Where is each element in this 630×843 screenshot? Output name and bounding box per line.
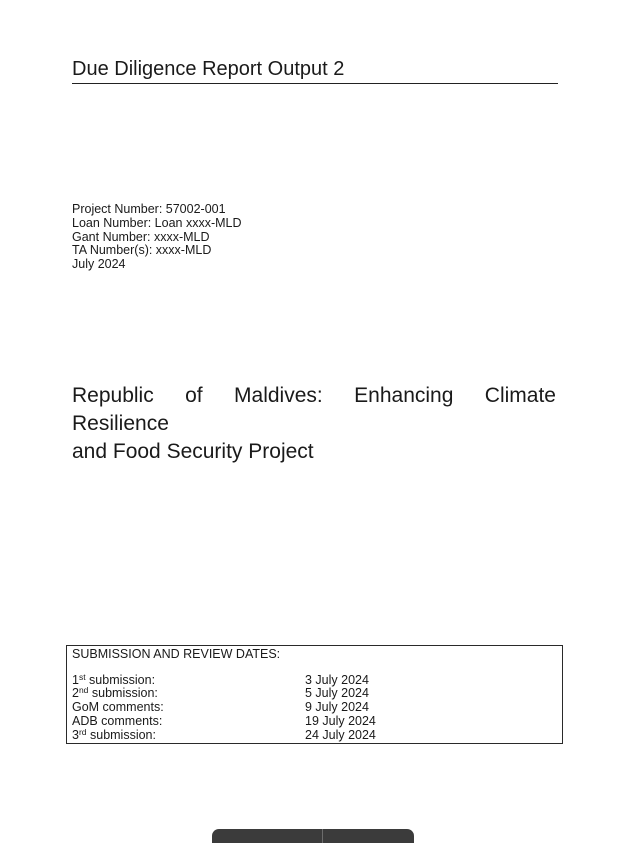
project-title-heading: [72, 382, 556, 466]
row-label: GoM comments:: [72, 700, 164, 715]
row-date: 5 July 2024: [305, 686, 369, 701]
ta-number-line: TA Number(s): xxxx-MLD: [72, 243, 212, 258]
loan-number-line: Loan Number: Loan xxxx-MLD: [72, 215, 242, 230]
project-meta-block: [72, 203, 242, 272]
report-title: Due Diligence Report Output 2: [72, 57, 558, 84]
review-box-header: SUBMISSION AND REVIEW DATES:: [72, 647, 281, 661]
row-date: 3 July 2024: [305, 672, 369, 687]
review-row-second-submission: [67, 687, 562, 701]
pdf-floating-toolbar[interactable]: [212, 829, 414, 843]
grant-number-line: Gant Number: xxxx-MLD: [72, 229, 210, 244]
row-label: 3rd submission:: [72, 726, 156, 742]
row-date: 19 July 2024: [305, 713, 376, 728]
row-label: ADB comments:: [72, 713, 163, 728]
ordinal-suffix: nd: [78, 685, 89, 696]
ordinal-suffix: rd: [78, 726, 87, 737]
row-date: 9 July 2024: [305, 700, 369, 715]
project-number-line: Project Number: 57002-001: [72, 202, 226, 216]
row-label: 2nd submission:: [72, 685, 158, 701]
review-rows: [67, 671, 562, 742]
ordinal-suffix: st: [78, 671, 86, 682]
submission-review-dates-box: [66, 645, 563, 744]
row-date: 24 July 2024: [305, 727, 376, 742]
toolbar-divider: [322, 829, 323, 843]
review-row-first-submission: [67, 671, 562, 688]
review-row-gom-comments: [67, 701, 562, 715]
row-label: 1st submission:: [72, 671, 156, 687]
project-title-line-1: Republic of Maldives: Enhancing Climate Resilience: [72, 384, 556, 435]
review-row-third-submission: [67, 726, 562, 743]
review-row-adb-comments: [67, 715, 562, 729]
report-date-line: July 2024: [72, 257, 126, 272]
project-title-line-2: and Food Security Project: [72, 440, 314, 463]
